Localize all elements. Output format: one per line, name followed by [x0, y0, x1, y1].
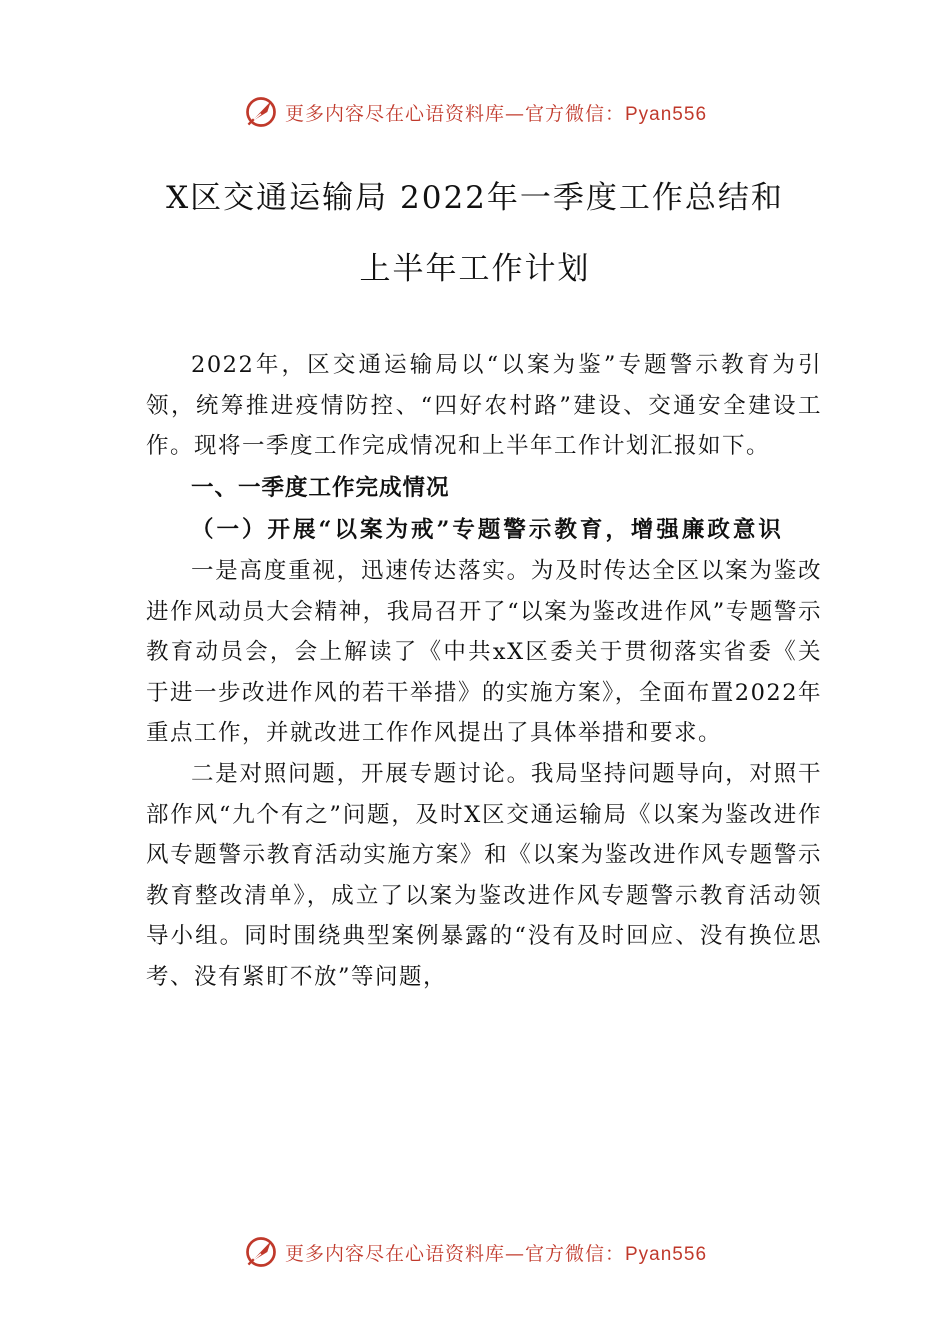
subsection-heading: （一）开展“以案为戒”专题警示教育，增强廉政意识 [191, 517, 784, 544]
section-heading: 一、一季度工作完成情况 [191, 474, 450, 501]
quill-pen-logo-icon [243, 94, 279, 130]
document-body [146, 345, 822, 998]
document-title-line-1: X区交通运输局 2022年一季度工作总结和 [166, 180, 784, 216]
document-title-line-2: 上半年工作计划 [359, 251, 591, 287]
wechat-id: Pyan556 [625, 1243, 708, 1265]
watermark-text: 更多内容尽在心语资料库—官方微信：Pyan556 [284, 102, 708, 125]
header-watermark [0, 92, 950, 132]
quill-pen-logo-icon [243, 1234, 279, 1270]
body-paragraph: 一是高度重视，迅速传达落实。为及时传达全区以案为鉴改进作风动员大会精神，我局召开了“以案为鉴改进作风”专题警示教育动员会，会上解读了《中共xX区委关于贯彻落实省委《关于进一步改进作风的若干举措》的实施方案》，全面布置2022年重点工作，并就改进工作作风提出了具体举措和要求。 [146, 557, 823, 747]
body-paragraph: 二是对照问题，开展专题讨论。我局坚持问题导向，对照干部作风“九个有之”问题，及时X区交通运输局《以案为鉴改进作风专题警示教育活动实施方案》和《以案为鉴改进作风专题警示教育整改清单》，成立了以案为鉴改进作风专题警示教育活动领导小组。同时围绕典型案例暴露的“没有及时回应、没有换位思考、没有紧盯不放”等问题， [146, 760, 822, 990]
intro-paragraph: 2022年，区交通运输局以“以案为鉴”专题警示教育为引领，统筹推进疫情防控、“四好农村路”建设、交通安全建设工作。现将一季度工作完成情况和上半年工作计划汇报如下。 [146, 352, 822, 460]
wechat-id: Pyan556 [625, 103, 708, 125]
footer-watermark [0, 1232, 950, 1272]
watermark-text: 更多内容尽在心语资料库—官方微信：Pyan556 [284, 1242, 708, 1265]
